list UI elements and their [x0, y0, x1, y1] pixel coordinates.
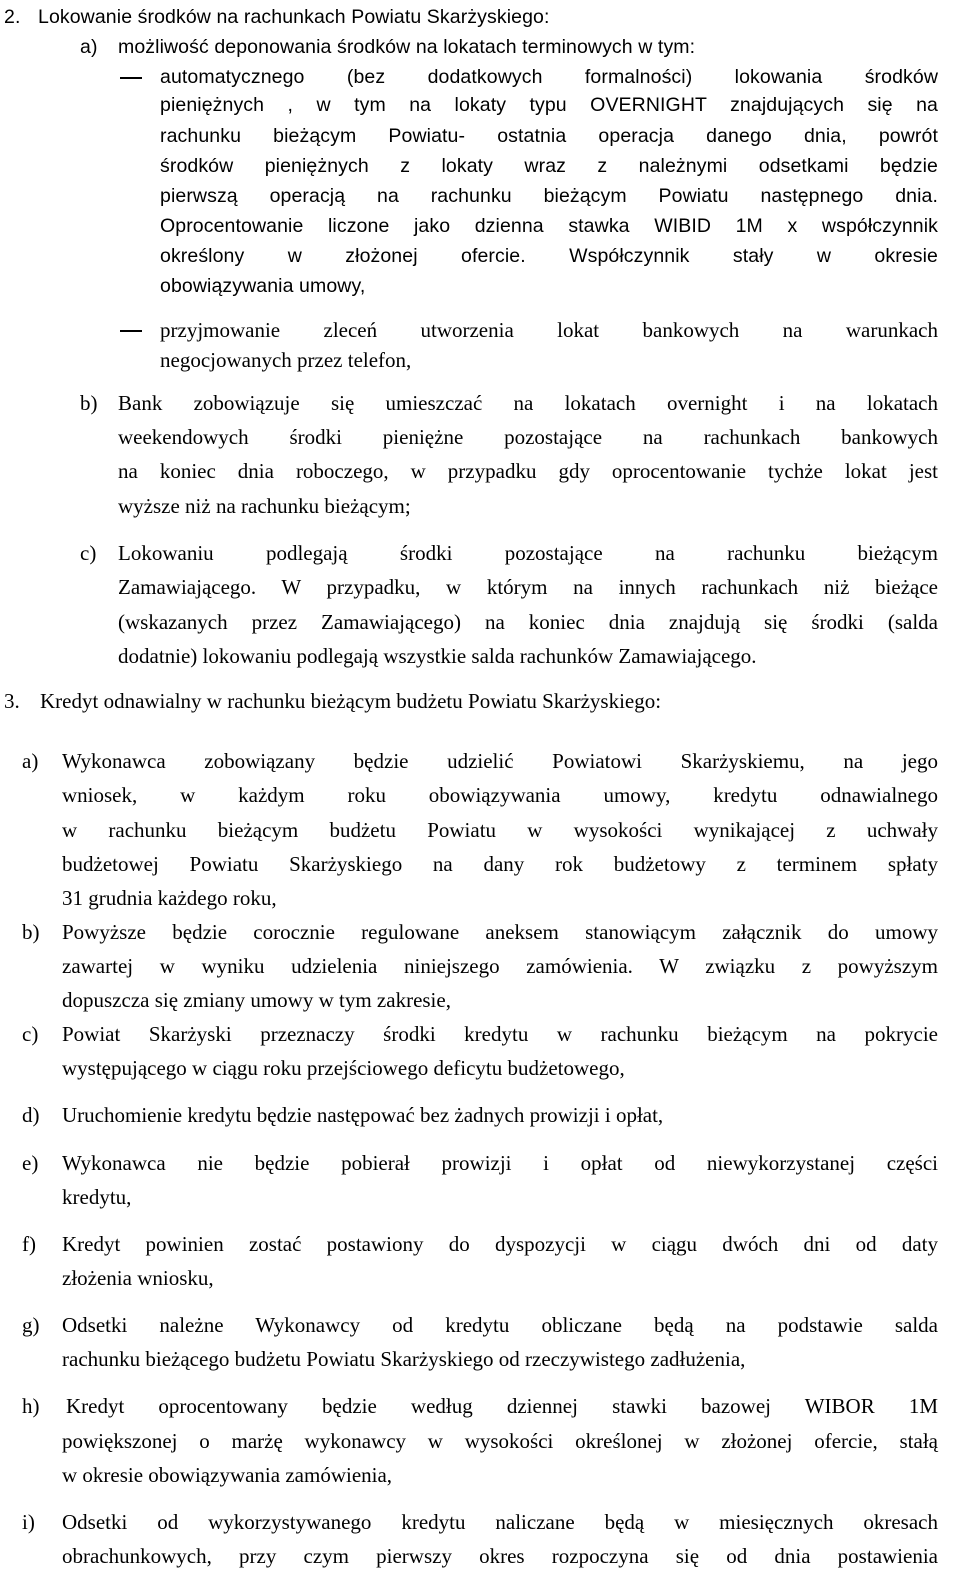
section-2c-line-4: dodatnie) lokowaniu podlegają wszystkie salda rachunków Zamawiającego. [118, 644, 757, 668]
bullet-1-line-3: rachunku bieżącym Powiatu- ostatnia operacja danego dnia, powrót [160, 125, 938, 147]
section-2-heading: Lokowanie środków na rachunkach Powiatu Skarżyskiego: [38, 6, 550, 28]
section-2a-marker: a) [80, 36, 98, 58]
section-2b-line-4: wyższe niż na rachunku bieżącym; [118, 494, 411, 518]
section-2c-marker: c) [80, 541, 97, 565]
bullet-1-line-8: obowiązywania umowy, [160, 275, 366, 297]
section-2-number: 2. [4, 6, 21, 28]
item-f-marker: f) [22, 1232, 36, 1256]
item-f-line-2: złożenia wniosku, [62, 1266, 214, 1290]
item-g-line-2: rachunku bieżącego budżetu Powiatu Skarżyskiego od rzeczywistego zadłużenia, [62, 1347, 746, 1371]
item-i-marker: i) [22, 1510, 35, 1534]
section-2c-line-2: Zamawiającego. W przypadku, w którym na innych rachunkach niż bieżące [118, 575, 938, 599]
bullet-1-line-4: środków pieniężnych z lokaty wraz z należnymi odsetkami będzie [160, 155, 938, 177]
item-e-marker: e) [22, 1151, 39, 1175]
item-i-line-2: obrachunkowych, przy czym pierwszy okres rozpoczyna się od dnia postawienia [62, 1544, 938, 1568]
bullet-1-line-2: pieniężnych , w tym na lokaty typu OVERNIGHT znajdujących się na [160, 94, 938, 116]
dash-bullet-icon [120, 330, 142, 332]
section-2b-line-1: Bank zobowiązuje się umieszczać na lokatach overnight i na lokatach [118, 391, 938, 415]
section-3-number: 3. [4, 689, 20, 713]
item-a-line-3: w rachunku bieżącym budżetu Powiatu w wysokości wynikającej z uchwały [62, 818, 938, 842]
item-a-line-5: 31 grudnia każdego roku, [62, 886, 277, 910]
bullet-2-line-1: przyjmowanie zleceń utworzenia lokat bankowych na warunkach [160, 318, 938, 342]
item-a-line-4: budżetowej Powiatu Skarżyskiego na dany rok budżetowy z terminem spłaty [62, 852, 938, 876]
bullet-1-line-5: pierwszą operacją na rachunku bieżącym Powiatu następnego dnia. [160, 185, 938, 207]
item-i-line-1: Odsetki od wykorzystywanego kredytu naliczane będą w miesięcznych okresach [62, 1510, 938, 1534]
item-c-line-2: występującego w ciągu roku przejściowego deficytu budżetowego, [62, 1056, 625, 1080]
section-2c-line-1: Lokowaniu podlegają środki pozostające na rachunku bieżącym [118, 541, 938, 565]
bullet-1-line-6: Oprocentowanie liczone jako dzienna stawka WIBID 1M x współczynnik [160, 215, 938, 237]
item-g-marker: g) [22, 1313, 40, 1337]
section-2a-lead: możliwość deponowania środków na lokatach terminowych w tym: [118, 36, 696, 58]
item-c-marker: c) [22, 1022, 39, 1046]
item-h-marker: h) [22, 1394, 40, 1418]
section-2b-marker: b) [80, 391, 98, 415]
item-h-line-3: w okresie obowiązywania zamówienia, [62, 1463, 393, 1487]
bullet-2-line-2: negocjowanych przez telefon, [160, 348, 412, 372]
item-b-line-1: Powyższe będzie corocznie regulowane aneksem stanowiącym załącznik do umowy [62, 920, 938, 944]
item-e-line-1: Wykonawca nie będzie pobierał prowizji i opłat od niewykorzystanej części [62, 1151, 938, 1175]
item-c-line-1: Powiat Skarżyski przeznaczy środki kredytu w rachunku bieżącym na pokrycie [62, 1022, 938, 1046]
bullet-1-line-1: automatycznego (bez dodatkowych formalności) lokowania środków [160, 66, 938, 88]
bullet-1-line-7: określony w złożonej ofercie. Współczynnik stały w okresie [160, 245, 938, 267]
item-d-line-1: Uruchomienie kredytu będzie następować bez żadnych prowizji i opłat, [62, 1103, 664, 1127]
section-3-heading: Kredyt odnawialny w rachunku bieżącym budżetu Powiatu Skarżyskiego: [40, 689, 662, 713]
item-b-marker: b) [22, 920, 40, 944]
section-2b-line-2: weekendowych środki pieniężne pozostające na rachunkach bankowych [118, 425, 938, 449]
item-b-line-2: zawartej w wyniku udzielenia niniejszego zamówienia. W związku z powyższym [62, 954, 938, 978]
dash-bullet-icon [120, 77, 142, 79]
item-f-line-1: Kredyt powinien zostać postawiony do dyspozycji w ciągu dwóch dni od daty [62, 1232, 938, 1256]
item-e-line-2: kredytu, [62, 1185, 132, 1209]
item-b-line-3: dopuszcza się zmiany umowy w tym zakresie, [62, 988, 451, 1012]
item-h-line-2: powiększonej o marżę wykonawcy w wysokości określonej w złożonej ofercie, stałą [62, 1429, 938, 1453]
section-2c-line-3: (wskazanych przez Zamawiającego) na koniec dnia znajdują się środki (salda [118, 610, 938, 634]
item-a-line-2: wniosek, w każdym roku obowiązywania umowy, kredytu odnawialnego [62, 783, 938, 807]
item-d-marker: d) [22, 1103, 40, 1127]
item-a-marker: a) [22, 749, 39, 773]
item-h-line-1: Kredyt oprocentowany będzie według dziennej stawki bazowej WIBOR 1M [66, 1394, 938, 1418]
section-2b-line-3: na koniec dnia roboczego, w przypadku gdy oprocentowanie tychże lokat jest [118, 459, 938, 483]
item-g-line-1: Odsetki należne Wykonawcy od kredytu obliczane będą na podstawie salda [62, 1313, 938, 1337]
item-a-line-1: Wykonawca zobowiązany będzie udzielić Powiatowi Skarżyskiemu, na jego [62, 749, 938, 773]
